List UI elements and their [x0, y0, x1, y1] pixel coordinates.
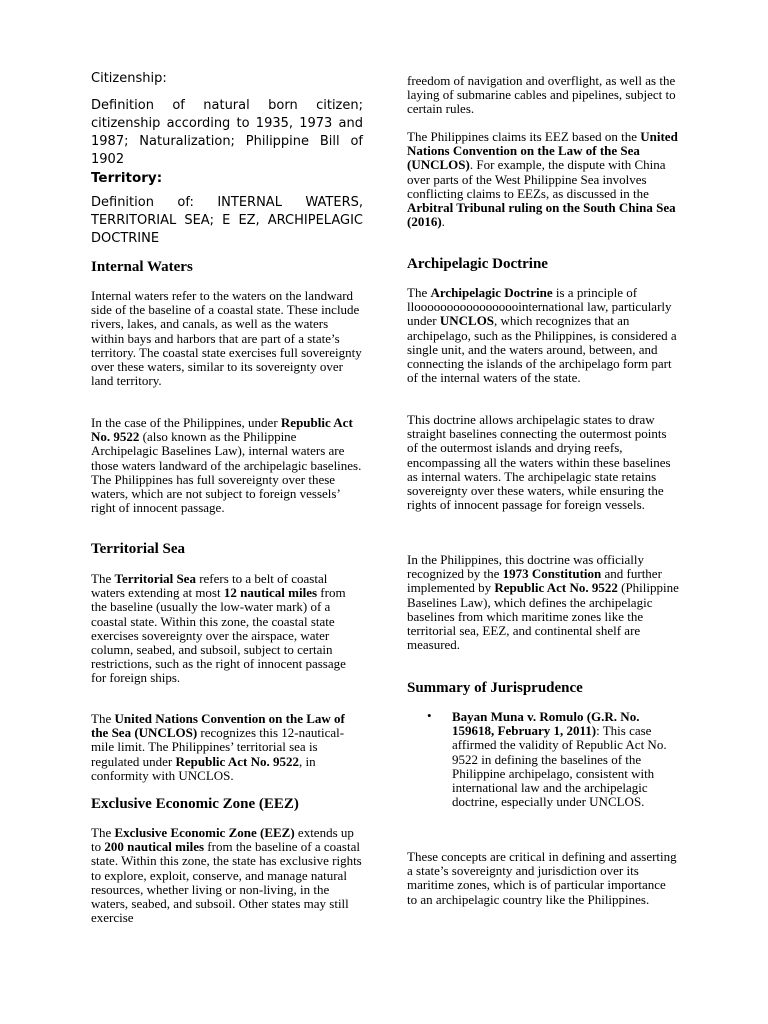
- eez-heading: Exclusive Economic Zone (EEZ): [91, 796, 299, 812]
- archipelagic-doctrine-heading: Archipelagic Doctrine: [407, 256, 548, 272]
- citizenship-heading: Citizenship:: [91, 71, 167, 86]
- jurisprudence-list: [407, 710, 679, 809]
- archipelagic-paragraph-3: In the Philippines, this doctrine was officially recognized by the 1973 Constitution and further implemented by Republic Act No. 9522 (Philippine Baselines Law), which defines the archipelagic baselines from which maritime zones like the territorial sea, EEZ, and continental shelf are measured.: [407, 552, 679, 653]
- eez-paragraph-1: The Exclusive Economic Zone (EEZ) extends up to 200 nautical miles from the baseline of a coastal state. Within this zone, the state has exclusive rights to explore, exploit, conserve, and manage natural resources, whether living or non-living, in the waters, seabed, and subsoil. Other states may still exercise: [91, 825, 362, 926]
- territorial-sea-paragraph-2: The United Nations Convention on the Law of the Sea (UNCLOS) recognizes this 12-nautical-mile limit. The Philippines’ territorial sea is regulated under Republic Act No. 9522, in conformity with UNCLOS.: [91, 711, 345, 783]
- territorial-sea-paragraph-1: The Territorial Sea refers to a belt of coastal waters extending at most 12 nautical miles from the baseline (usually the low-water mark) of a coastal state. Within this zone, the coastal state exercises sovereignty over the airspace, water column, seabed, and subsoil, subject to certain restrictions, such as the right of innocent passage for foreign ships.: [91, 571, 346, 686]
- closing-paragraph: These concepts are critical in defining and asserting a state’s sovereignty and jurisdiction over its maritime zones, which is of particular importance to an archipelagic country like the Philippines.: [407, 849, 677, 907]
- internal-waters-paragraph-2: In the case of the Philippines, under Republic Act No. 9522 (also known as the Philippine Archipelagic Baselines Law), internal waters are those waters landward of the archipelagic baselines. The Philippines has full sovereignty over these waters, which are not subject to foreign vessels’ right of innocent passage.: [91, 415, 362, 516]
- archipelagic-paragraph-1: The Archipelagic Doctrine is a principle of lloooooooooooooooointernational law, particularly under UNCLOS, which recognizes that an archipelago, such as the Philippines, is considered a single unit, and the waters around, between, and connecting the islands of the archipelago form part of the internal waters of the state.: [407, 285, 677, 386]
- bullet-icon: •: [427, 708, 432, 723]
- territory-heading: Territory:: [91, 170, 163, 186]
- jurisprudence-heading: Summary of Jurisprudence: [407, 680, 583, 696]
- internal-waters-heading: Internal Waters: [91, 259, 193, 275]
- territory-definition: Definition of: INTERNAL WATERS, TERRITORIAL SEA; E EZ, ARCHIPELAGIC DOCTRINE: [91, 195, 363, 246]
- eez-continuation: freedom of navigation and overflight, as well as the laying of submarine cables and pipelines, subject to certain rules.: [407, 73, 676, 117]
- internal-waters-paragraph-1: Internal waters refer to the waters on the landward side of the baseline of a coastal state. These include rivers, lakes, and canals, as well as the waters within bays and harbors that are part of a state’s territory. The coastal state exercises full sovereignty over these waters, similar to its sovereignty over land territory.: [91, 288, 362, 389]
- archipelagic-paragraph-2: This doctrine allows archipelagic states to draw straight baselines connecting the outermost points of the outermost islands and drying reefs, encompassing all the waters within these baselines as internal waters. The archipelagic state retains sovereignty over these waters, while ensuring the rights of innocent passage for foreign vessels.: [407, 412, 671, 513]
- territorial-sea-heading: Territorial Sea: [91, 541, 186, 557]
- citizenship-definition: Definition of natural born citizen; citizenship according to 1935, 1973 and 1987; Naturalization; Philippine Bill of 1902: [91, 98, 363, 167]
- eez-paragraph-2: The Philippines claims its EEZ based on the United Nations Convention on the Law of the Sea (UNCLOS). For example, the dispute with China over parts of the West Philippine Sea involves conflicting claims to EEZs, as discussed in the Arbitral Tribunal ruling on the South China Sea (2016).: [407, 129, 678, 230]
- list-item: • Bayan Muna v. Romulo (G.R. No. 159618, February 1, 2011): This case affirmed the validity of Republic Act No. 9522 in defining the baselines of the Philippine archipelago, consistent with international law and the archipelagic doctrine, especially under UNCLOS.: [427, 708, 667, 810]
